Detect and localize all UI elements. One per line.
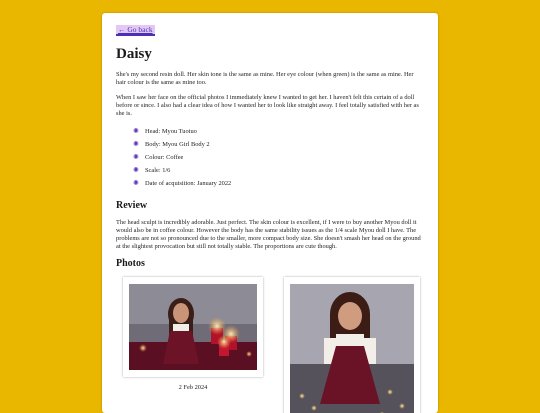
star-bullet-icon: ✺ [133,138,142,151]
doll-photo-candles [129,284,257,370]
review-heading: Review [116,200,424,212]
detail-text: Date of acquisition: January 2022 [145,177,231,190]
list-item [133,125,424,138]
photo-gallery [116,277,424,413]
detail-text: Scale: 1/6 [145,164,170,177]
photo-frame-2[interactable] [284,277,420,413]
star-bullet-icon: ✺ [133,164,142,177]
details-list [116,125,424,190]
intro-paragraph-1: She's my second resin doll. Her skin tone is the same as mine. Her eye colour (when green) is the same as mine. Her hair colour is the same as mine too. [116,71,424,87]
photo-caption: 2 Feb 2024 [123,384,263,392]
star-bullet-icon: ✺ [133,177,142,190]
star-bullet-icon: ✺ [133,125,142,138]
star-bullet-icon: ✺ [133,151,142,164]
detail-text: Head: Myou Tuotuo [145,125,197,138]
list-item [133,151,424,164]
content-card [102,13,438,413]
review-paragraph: The head sculpt is incredibly adorable. Just perfect. The skin colour is excellent, if I were to buy another Myou doll it would also be in coffee colour. However the body has the same stability issues as the 1/4 scale Myou doll I have. The problems are not so pronounced due to the smaller, more compact body size. She doesn't smash her head on the ground at the slightest provocation but still not totally stable. The proportions are cute though. [116,219,424,251]
list-item [133,177,424,190]
photos-heading: Photos [116,258,424,270]
list-item [133,164,424,177]
detail-text: Body: Myou Girl Body 2 [145,138,210,151]
detail-text: Colour: Coffee [145,151,183,164]
photo-frame-1[interactable] [123,277,263,377]
doll-photo-lights [290,284,414,413]
list-item [133,138,424,151]
page-title: Daisy [116,46,424,62]
intro-paragraph-2: When I saw her face on the official photos I immediately knew I wanted to get her. I haven't felt this certain of a doll before or since. I also had a clear idea of how I wanted her to look like straight away. I feel totally satisfied with her as she is. [116,94,424,118]
go-back-link[interactable]: ← Go back [116,25,155,36]
